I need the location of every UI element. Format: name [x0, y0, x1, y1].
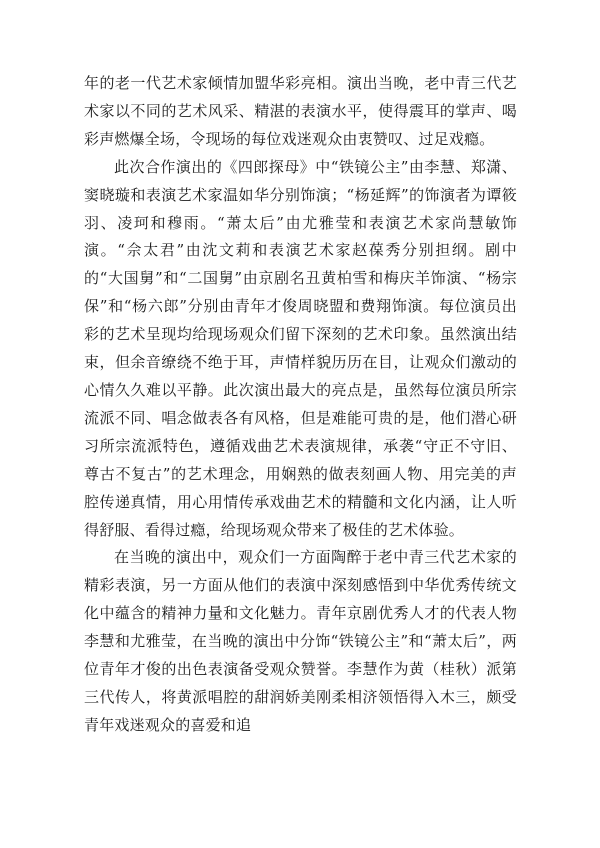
- paragraph-cast: 此次合作演出的《四郎探母》中“铁镜公主”由李慧、郑潇、窦晓璇和表演艺术家温如华分别饰演；“杨延辉”的饰演者为谭筱羽、凌珂和穆雨。“萧太后”由尤雅莹和表演艺术家尚慧敏饰演。“佘太君”由沈文莉和表演艺术家赵葆秀分别担纲。剧中的“大国舅”和“二国舅”由京剧名丑黄柏雪和梅庆羊饰演、“杨宗保”和“杨六郎”分别由青年才俊周晓盟和费翔饰演。每位演员出彩的艺术呈现均给现场观众们留下深刻的艺术印象。虽然演出结束，但余音缭绕不绝于耳，声情样貌历历在目，让观众们激动的心情久久难以平静。此次演出最大的亮点是，虽然每位演员所宗流派不同、唱念做表各有风格，但是难能可贵的是，他们潜心研习所宗流派特色，遵循戏曲艺术表演规律，承袭“守正不守旧、尊古不复古”的艺术理念，用娴熟的做表刻画人物、用完美的声腔传递真情，用心用情传承戏曲艺术的精髓和文化内涵，让人听得舒服、看得过瘾，给现场观众带来了极佳的艺术体验。: [84, 157, 517, 539]
- document-page: [84, 70, 517, 740]
- paragraph-continuation: 年的老一代艺术家倾情加盟华彩亮相。演出当晚，老中青三代艺术家以不同的艺术风采、精湛的表演水平，使得震耳的掌声、喝彩声燃爆全场，令现场的每位戏迷观众由衷赞叹、过足戏瘾。: [84, 74, 517, 148]
- paragraph-audience: 在当晚的演出中，观众们一方面陶醉于老中青三代艺术家的精彩表演，另一方面从他们的表演中深刻感悟到中华优秀传统文化中蕴含的精神力量和文化魅力。青年京剧优秀人才的代表人物李慧和尤雅莹，在当晚的演出中分饰“铁镜公主”和“萧太后”，两位青年才俊的出色表演备受观众赞誉。李慧作为黄（桂秋）派第三代传人，将黄派唱腔的甜润娇美刚柔相济领悟得入木三，颇受青年戏迷观众的喜爱和追: [84, 548, 517, 734]
